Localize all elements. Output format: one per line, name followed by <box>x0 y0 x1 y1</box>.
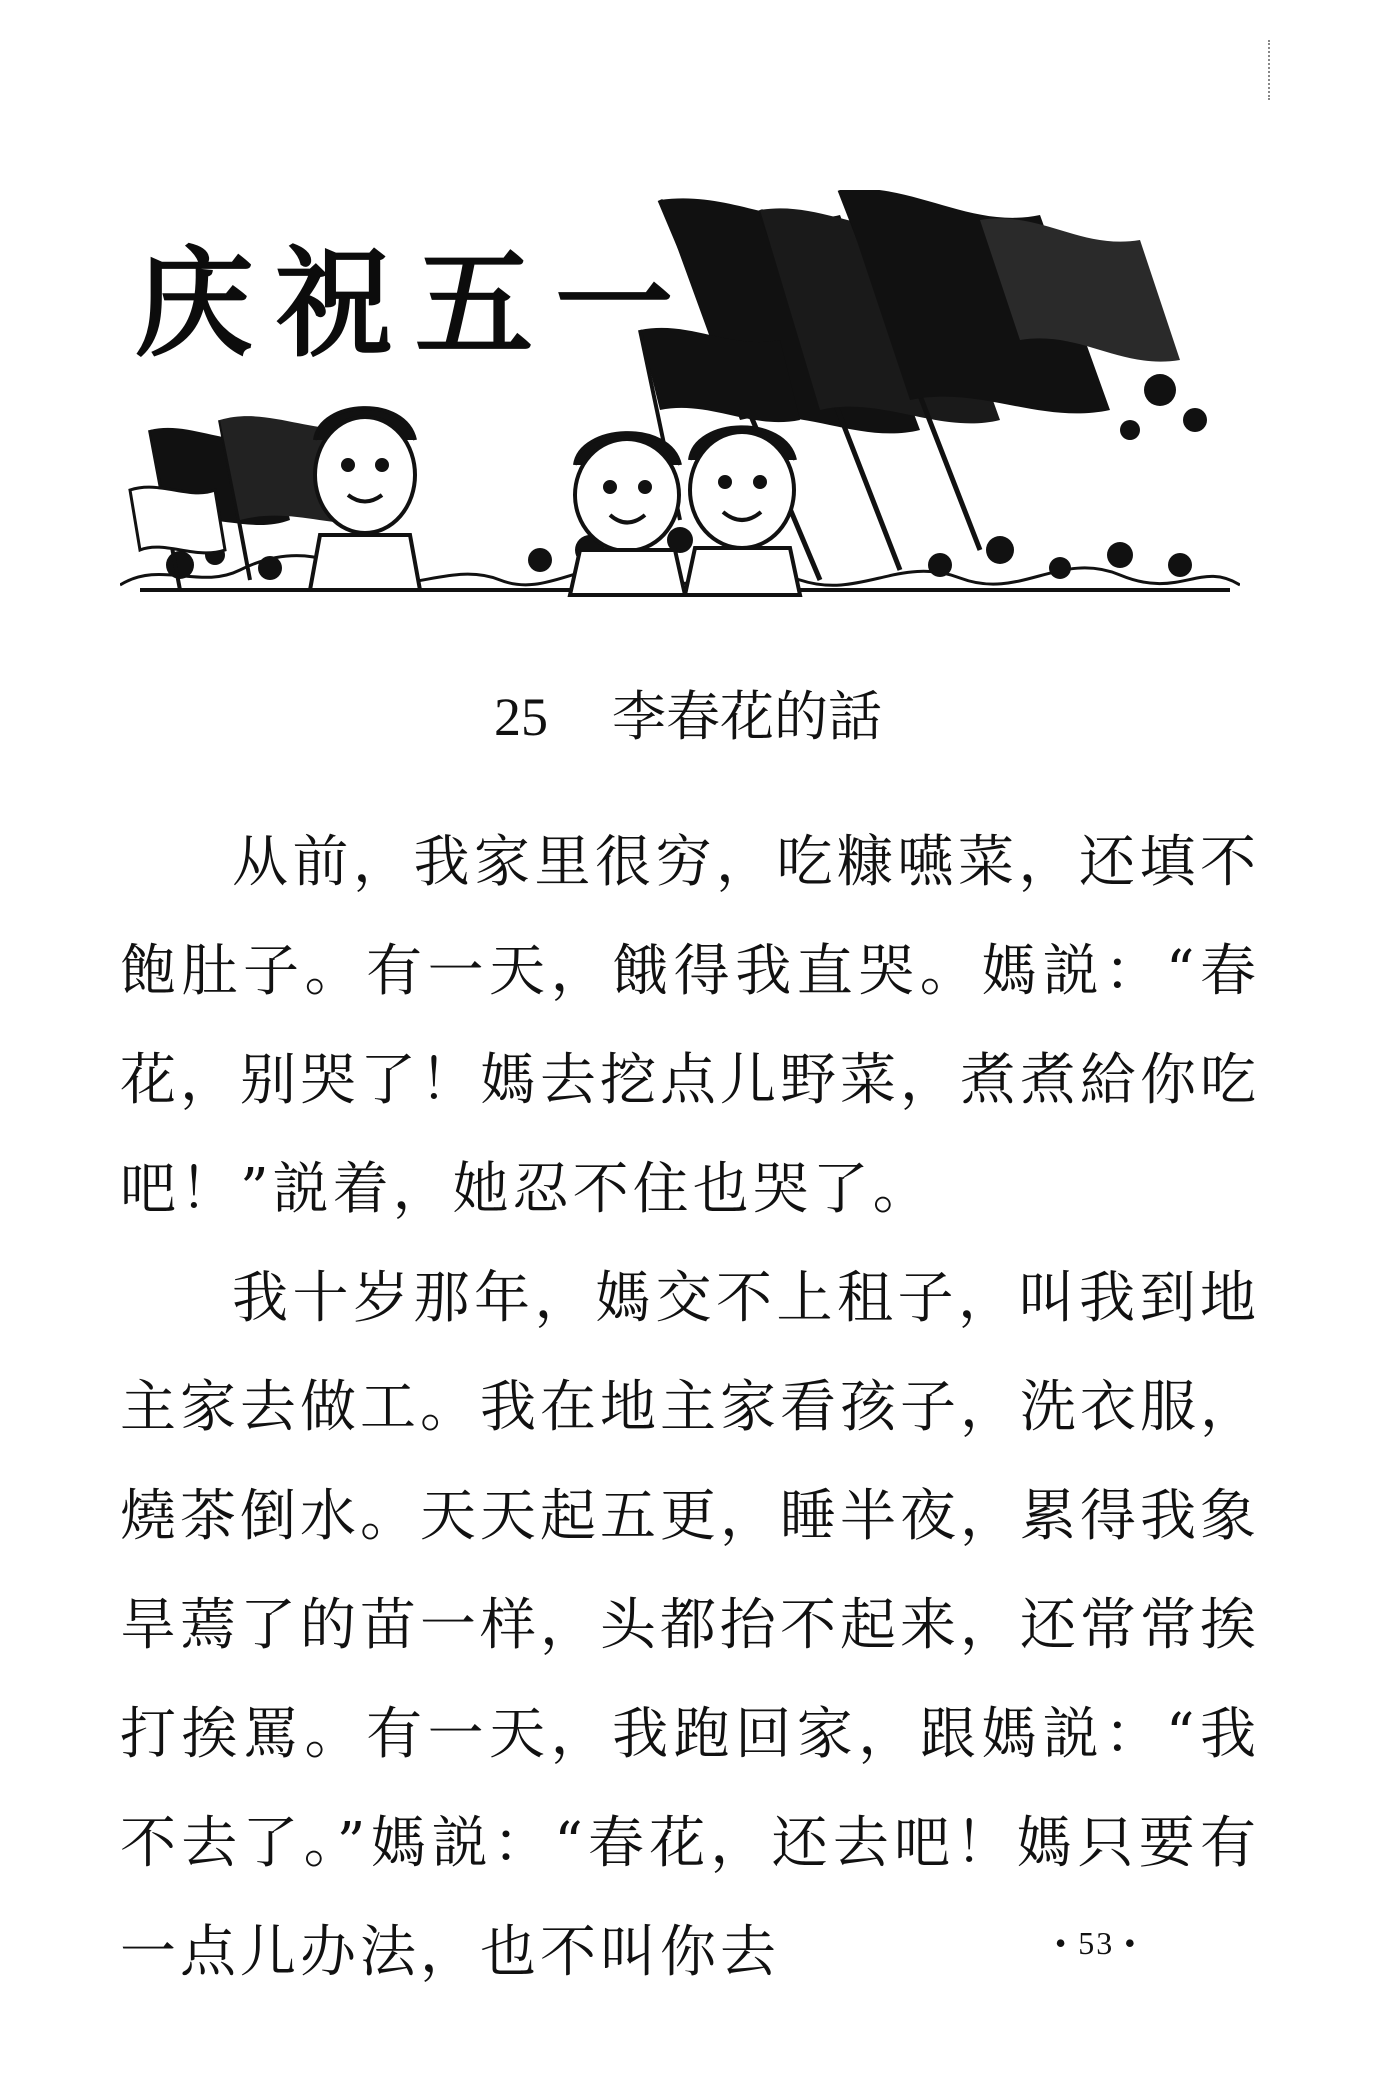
child-middle <box>570 433 685 595</box>
scan-edge-mark <box>1268 40 1272 100</box>
child-right <box>685 427 800 595</box>
lesson-body <box>120 808 1260 2007</box>
page-number: • 53 • <box>1055 1925 1138 1961</box>
paragraph-1: 从前，我家里很穷，吃糠嚥菜，还填不飽肚子。有一天，餓得我直哭。媽説：“春花，别哭了！媽去挖点儿野菜，煮煮給你吃吧！”説着，她忍不住也哭了。 <box>120 830 1260 1222</box>
lesson-title-text: 李春花的話 <box>612 685 882 748</box>
lesson-title <box>0 685 1376 748</box>
child-left <box>310 408 420 590</box>
paragraph-2: 我十岁那年，媽交不上租子，叫我到地主家去做工。我在地主家看孩子，洗衣服，燒茶倒水。天天起五更，睡半夜，累得我象旱蔫了的苗一样，头都抬不起来，还常常挨打挨罵。有一天，我跑回家，跟媽説：“我不去了。”媽説：“春花，还去吧！媽只要有一点儿办法，也不叫你去 <box>120 1266 1260 1985</box>
header-title: 庆祝五一 <box>135 234 696 373</box>
children <box>310 408 800 595</box>
lesson-number: 25 <box>494 687 548 747</box>
